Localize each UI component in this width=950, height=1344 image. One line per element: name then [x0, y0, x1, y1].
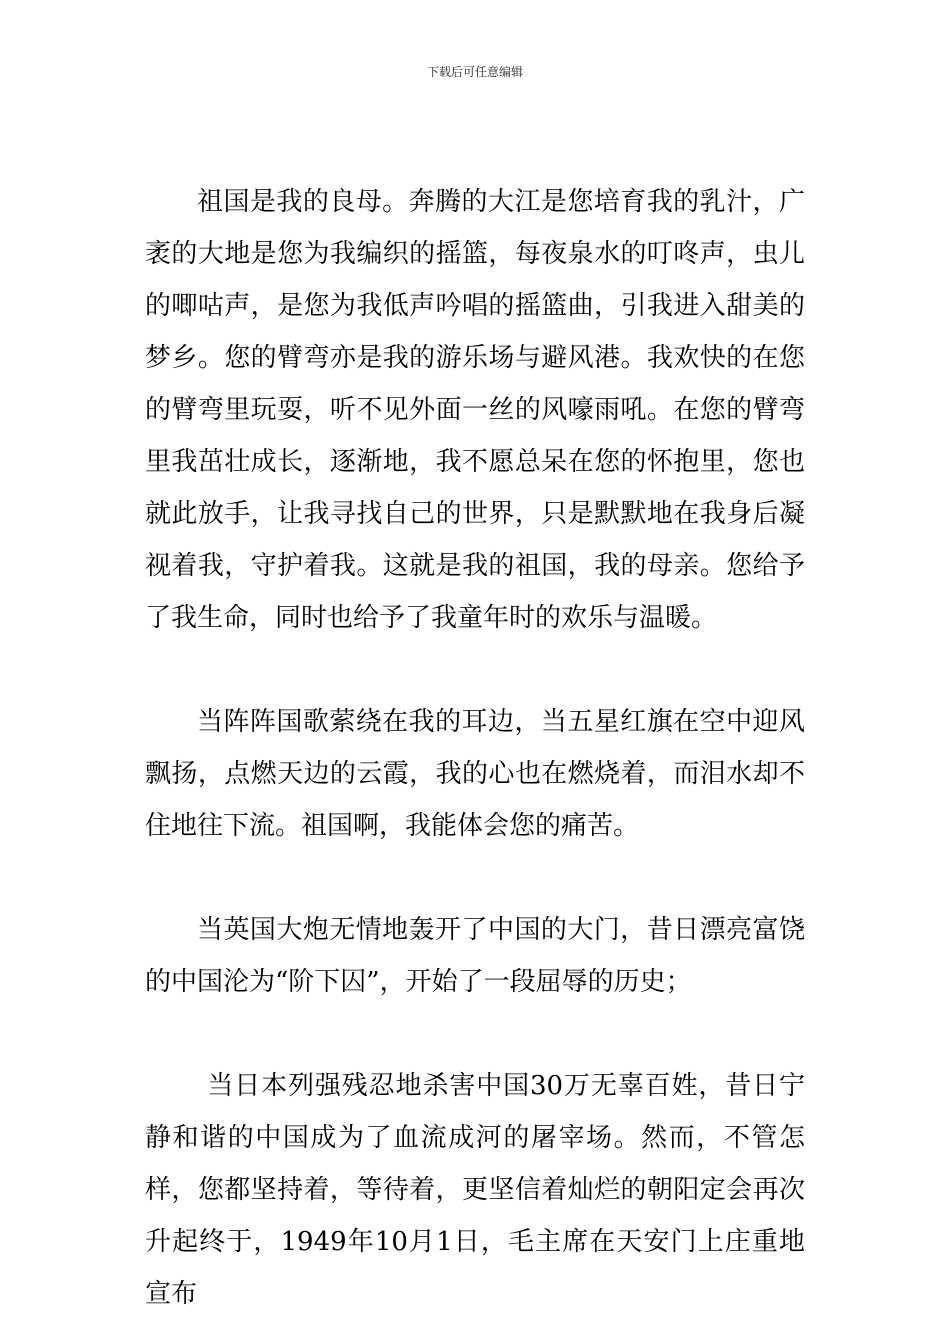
- paragraph-3: 当英国大炮无情地轰开了中国的大门，昔日漂亮富饶的中国沦为“阶下囚”，开始了一段屈辱的历史；: [145, 915, 805, 997]
- paragraph-4: 当日本列强残忍地杀害中国30万无辜百姓，昔日宁静和谐的中国成为了血流成河的屠宰场。然而，不管怎样，您都坚持着，等待着，更坚信着灿烂的朝阳定会再次升起终于，1949年10月1日，毛主席在天安门上庄重地宣布: [145, 1071, 805, 1309]
- document-body: [145, 176, 805, 1320]
- paragraph-1: 祖国是我的良母。奔腾的大江是您培育我的乳汁，广袤的大地是您为我编织的摇篮，每夜泉水的叮咚声，虫儿的唧咕声，是您为我低声吟唱的摇篮曲，引我进入甜美的梦乡。您的臂弯亦是我的游乐场与避风港。我欢快的在您的臂弯里玩耍，听不见外面一丝的风嚎雨吼。在您的臂弯里我茁壮成长，逐渐地，我不愿总呆在您的怀抱里，您也就此放手，让我寻找自己的世界，只是默默地在我身后凝视着我，守护着我。这就是我的祖国，我的母亲。您给予了我生命，同时也给予了我童年时的欢乐与温暖。: [145, 187, 805, 633]
- paragraph-2: 当阵阵国歌萦绕在我的耳边，当五星红旗在空中迎风飘扬，点燃天边的云霞，我的心也在燃烧着，而泪水却不住地往下流。祖国啊，我能体会您的痛苦。: [145, 707, 805, 841]
- page-header: 下载后可任意编辑: [426, 65, 523, 79]
